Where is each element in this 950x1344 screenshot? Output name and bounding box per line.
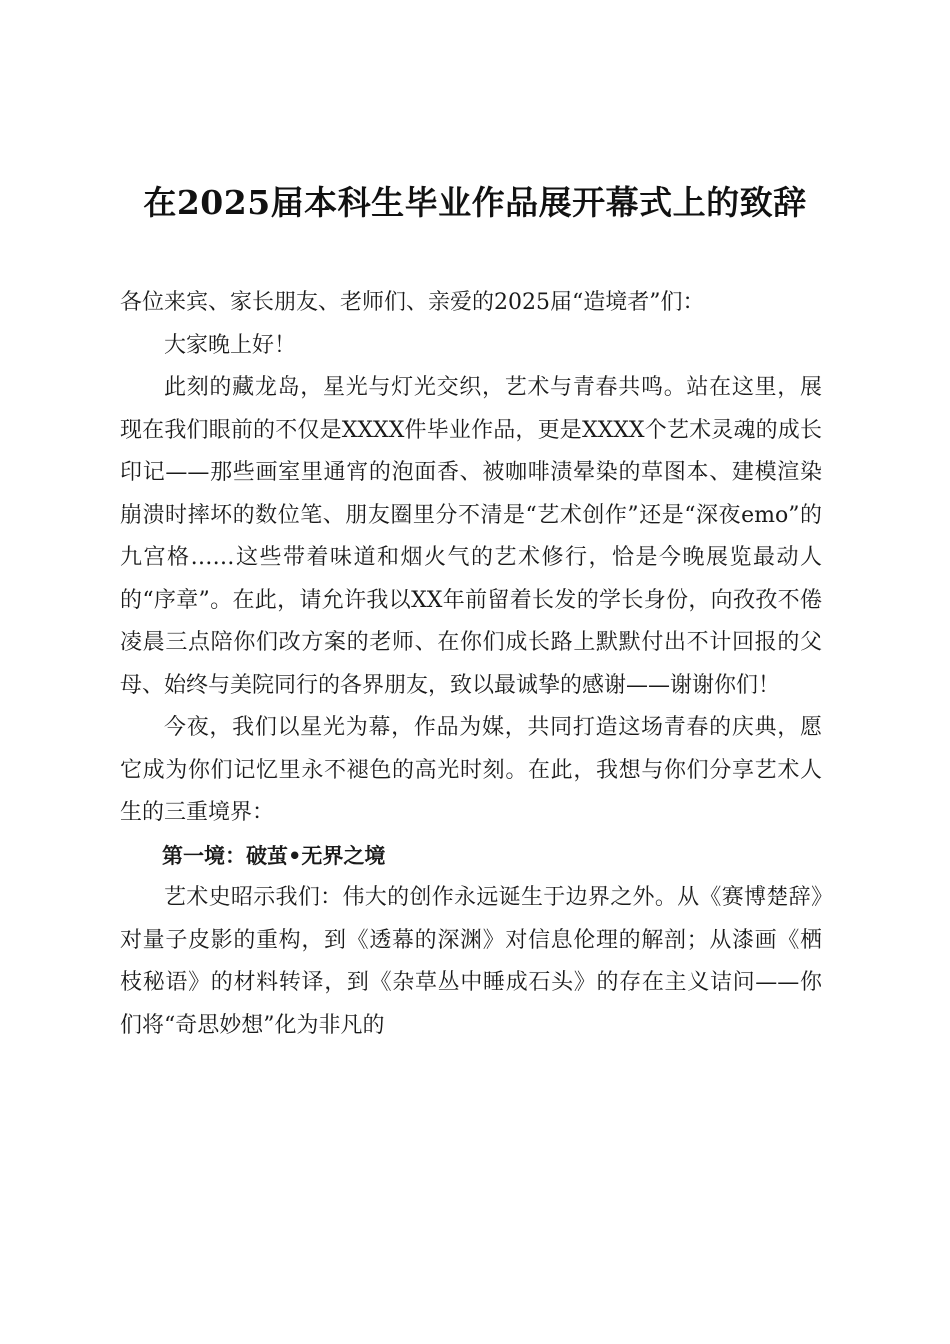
paragraph: 艺术史昭示我们：伟大的创作永远诞生于边界之外。从《赛博楚辞》对量子皮影的重构，到《透幕的深渊》对信息伦理的解剖；从漆画《栖枝秘语》的材料转译，到《杂草丛中睡成石头》的存在主义诘问——你们将“奇思妙想”化为非凡的 xyxy=(120,885,822,1038)
paragraph: 今夜，我们以星光为幕，作品为媒，共同打造这场青春的庆典，愿它成为你们记忆里永不褪色的高光时刻。在此，我想与你们分享艺术人生的三重境界： xyxy=(120,715,822,825)
document-body xyxy=(120,282,822,1047)
section-heading: 第一境：破茧•无界之境 xyxy=(162,843,386,868)
greeting: 大家晚上好！ xyxy=(164,332,297,358)
paragraph: 此刻的藏龙岛，星光与灯光交织，艺术与青春共鸣。站在这里，展现在我们眼前的不仅是XXXX件毕业作品，更是XXXX个艺术灵魂的成长印记——那些画室里通宵的泡面香、被咖啡渍晕染的草图本、建模渲染崩溃时摔坏的数位笔、朋友圈里分不清是“艺术创作”还是“深夜emo”的九宫格……这些带着味道和烟火气的艺术修行，恰是今晚展览最动人的“序章”。在此，请允许我以XX年前留着长发的学长身份，向孜孜不倦凌晨三点陪你们改方案的老师、在你们成长路上默默付出不计回报的父母、始终与美院同行的各界朋友，致以最诚挚的感谢——谢谢你们！ xyxy=(120,375,822,698)
document-title: 在2025届本科生毕业作品展开幕式上的致辞 xyxy=(143,183,807,222)
salutation: 各位来宾、家长朋友、老师们、亲爱的2025届“造境者”们： xyxy=(120,290,705,315)
